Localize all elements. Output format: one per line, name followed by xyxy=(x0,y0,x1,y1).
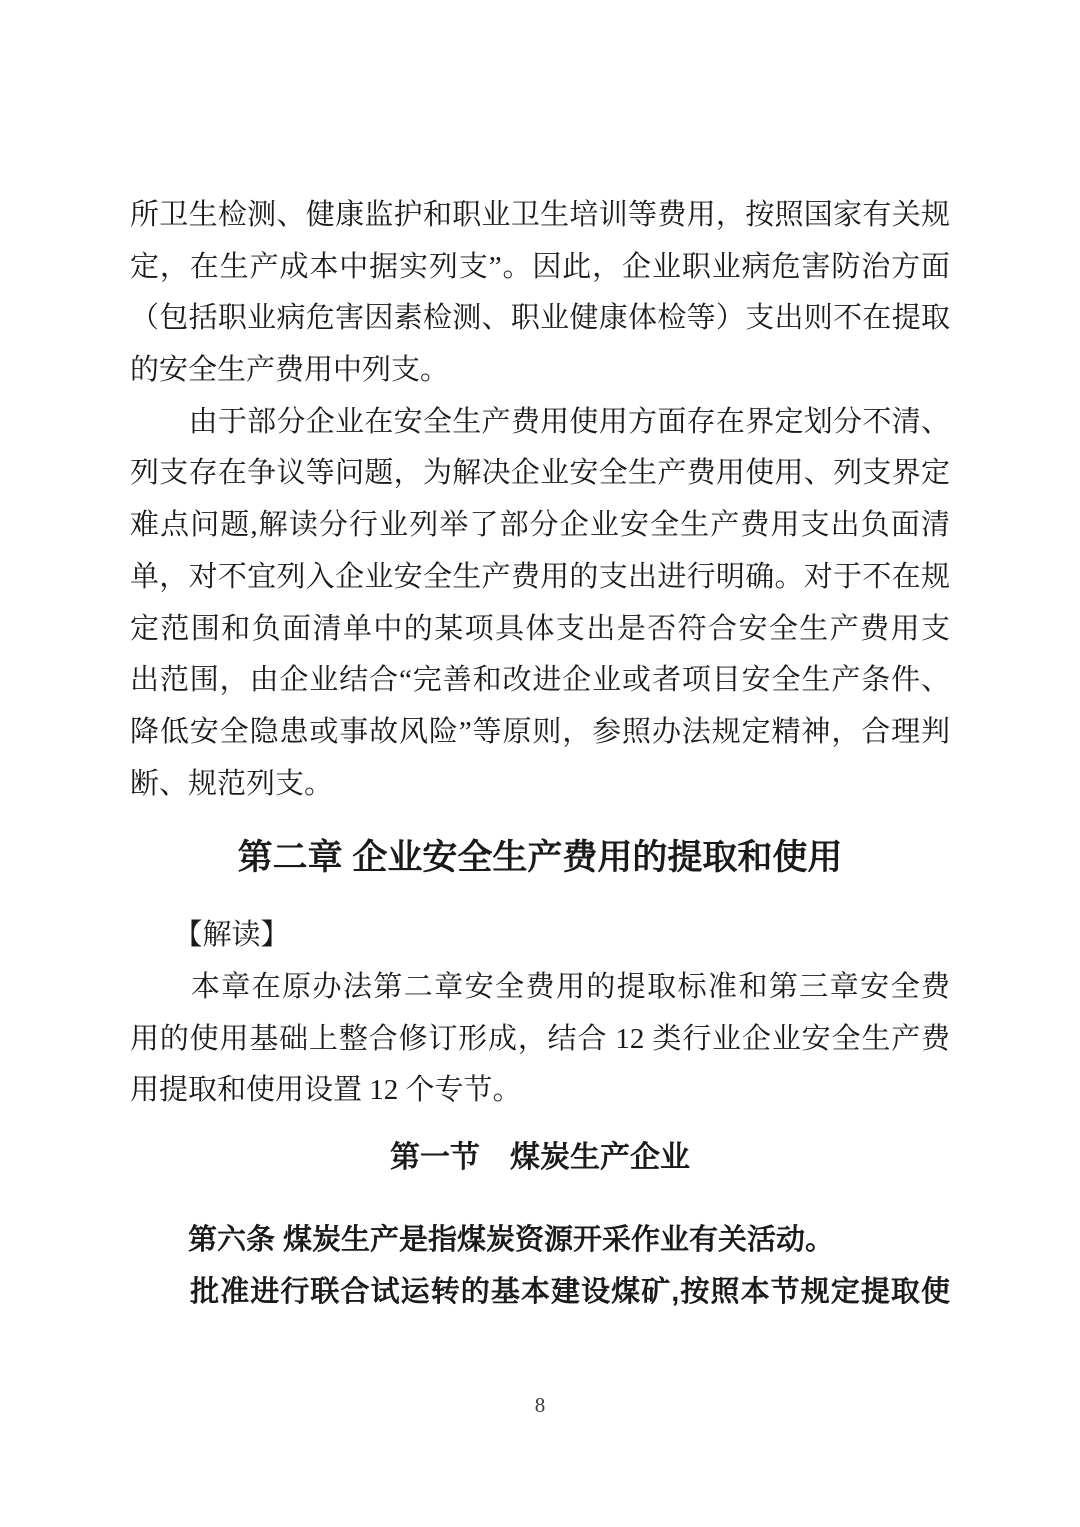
paragraph-line: 的安全生产费用中列支。 xyxy=(130,354,450,387)
paragraph xyxy=(130,1215,950,1267)
paragraph-line: 出范围，由企业结合“完善和改进企业或者项目安全生产条件、 xyxy=(130,664,950,697)
paragraph-line: 单，对不宜列入企业安全生产费用的支出进行明确。对于不在规 xyxy=(130,560,950,593)
paragraph-line: 本章在原办法第二章安全费用的提取标准和第三章安全费 xyxy=(130,970,950,1003)
paragraph-line: 定范围和负面清单中的某项具体支出是否符合安全生产费用支 xyxy=(130,612,950,645)
paragraph-line: 所卫生检测、健康监护和职业卫生培训等费用，按照国家有关规 xyxy=(130,199,950,231)
paragraph-line: 用的使用基础上整合修订形成，结合 12 类行业企业安全生产费 xyxy=(130,1022,950,1055)
section-heading: 第一节 煤炭生产企业 xyxy=(390,1141,690,1175)
paragraph-line: 第六条 煤炭生产是指煤炭资源开采作业有关活动。 xyxy=(130,1224,835,1257)
paragraph-line: （包括职业病危害因素检测、职业健康体检等）支出则不在提取 xyxy=(130,302,950,335)
page-number: 8 xyxy=(534,1393,546,1418)
paragraph-line: 由于部分企业在安全生产费用使用方面存在界定划分不清、 xyxy=(130,405,950,438)
paragraph-line: 断、规范列支。 xyxy=(130,767,334,800)
paragraph-line: 用提取和使用设置 12 个专节。 xyxy=(130,1074,522,1107)
paragraph-line: 难点问题,解读分行业列举了部分企业安全生产费用支出负面清 xyxy=(130,509,950,542)
paragraph-line: 列支存在争议等问题，为解决企业安全生产费用使用、列支界定 xyxy=(130,457,950,490)
chapter-heading: 第二章 企业安全生产费用的提取和使用 xyxy=(237,838,843,878)
label: 【解读】 xyxy=(130,919,290,952)
paragraph-line: 批准进行联合试运转的基本建设煤矿,按照本节规定提取使 xyxy=(130,1275,950,1308)
paragraph-line: 定，在生产成本中据实列支”。因此，企业职业病危害防治方面 xyxy=(130,250,950,283)
paragraph xyxy=(130,962,950,1117)
paragraph xyxy=(130,190,950,397)
paragraph-line: 降低安全隐患或事故风险”等原则，参照办法规定精神，合理判 xyxy=(130,715,950,748)
paragraph xyxy=(130,1267,950,1319)
paragraph xyxy=(130,397,950,811)
